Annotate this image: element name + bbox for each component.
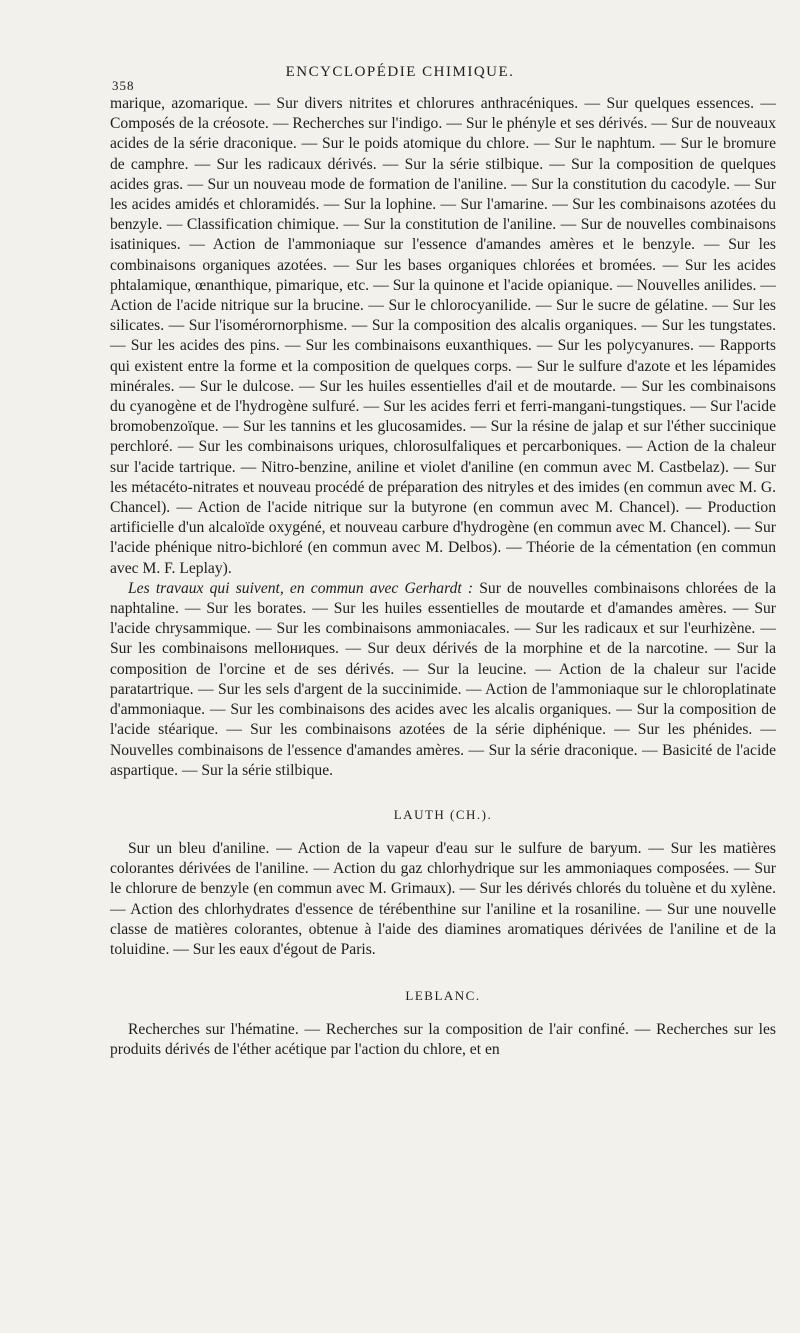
gerhardt-works-text: Sur de nouvelles combinaisons chlorées de la naphtaline. — Sur les borates. — Sur les huiles essentielles de moutarde et d'amandes amères. — Sur l'acide chrysammique. — Sur les combinaisons ammoniacales. — Sur les radicaux et sur l'eurhizène. — Sur les combinaisons mellониques. — Sur deux dérivés de la morphine et de la narcotine. — Sur la composition de l'orcine et de ses dérivés. — Sur la leucine. — Action de la chaleur sur l'acide paratartrique. — Sur les sels d'argent de la succinimide. — Action de l'ammoniaque sur le chloroplatinate d'ammoniaque. — Sur les combinaisons des acides avec les alcalis organiques. — Sur la composition de l'acide stéarique. — Sur les combinaisons azotées de la série diphénique. — Sur les phénides. — Nouvelles combinaisons de l'essence d'amandes amères. — Sur la série draconique. — Basicité de l'acide aspartique. — Sur la série stilbique. [110, 579, 776, 779]
gerhardt-collaborations-paragraph [110, 579, 776, 781]
lauth-works-paragraph: Sur un bleu d'aniline. — Action de la vapeur d'eau sur le sulfure de baryum. — Sur les matières colorantes dérivées de l'aniline. — Action du gaz chlorhydrique sur les ammoniaques composées. — Sur le chlorure de benzyle (en commun avec M. Grimaux). — Sur les dérivés chlorés du toluène et du xylène. — Action des chlorhydrates d'essence de térébenthine sur l'aniline et la rosaniline. — Sur une nouvelle classe de matières colorantes, obtenue à l'aide des diamines aromatiques dérivées de l'aniline et de la toluidine. — Sur les eaux d'égout de Paris. [110, 839, 776, 958]
publication-list-paragraph: marique, azomarique. — Sur divers nitrites et chlorures anthracéniques. — Sur quelques essences. — Composés de la créosote. — Recherches sur l'indigo. — Sur le phényle et ses dérivés. — Sur de nouveaux acides de la série draconique. — Sur le poids atomique du chlore. — Sur le naphtum. — Sur le bromure de camphre. — Sur les radicaux dérivés. — Sur la série stilbique. — Sur la composition de quelques acides gras. — Sur un nouveau mode de formation de l'aniline. — Sur la constitution du cacodyle. — Sur les acides amidés et chloramidés. — Sur la lophine. — Sur l'amarine. — Sur les combinaisons azotées du benzyle. — Classification chimique. — Sur la constitution de l'aniline. — Sur de nouvelles combinaisons isatiniques. — Action de l'ammoniaque sur l'essence d'amandes amères et le benzyle. — Sur les combinaisons organiques azotées. — Sur les bases organiques chlorées et bromées. — Sur les acides phtalamique, œnanthique, pimarique, etc. — Sur la quinone et l'acide opianique. — Nouvelles anilides. — Action de l'acide nitrique sur la brucine. — Sur le chlorocyanilide. — Sur le sucre de gélatine. — Sur les silicates. — Sur l'isomérornorphisme. — Sur la composition des alcalis organiques. — Sur les tungstates. — Sur les acides des pins. — Sur les combinaisons euxanthiques. — Sur les polycyanures. — Rapports qui existent entre la forme et la composition de quelques corps. — Sur le sulfure d'azote et les lépamides minérales. — Sur le dulcose. — Sur les huiles essentielles d'ail et de moutarde. — Sur les combinaisons du cyanogène et de l'hydrogène sulfuré. — Sur les acides ferri et ferri-mangani-tungstiques. — Sur l'acide bromobenzoïque. — Sur les tannins et les glucosamides. — Sur la résine de jalap et sur l'éther succinique perchloré. — Sur les combinaisons uriques, chlorosulfaliques et percarboniques. — Action de la chaleur sur l'acide tartrique. — Nitro-benzine, aniline et violet d'aniline (en commun avec M. Castbelaz). — Sur les métacéto-nitrates et nouveau procédé de préparation des nitryles et des imides (en commun avec M. G. Chancel). — Action de l'acide nitrique sur la butyrone (en commun avec M. Chancel). — Production artificielle d'un alcaloïde oxygéné, et nouveau carbure d'hydrogène (en commun avec M. Chancel). — Sur l'acide phénique nitro-bichloré (en commun avec M. Delbos). — Théorie de la cémentation (en commun avec M. F. Leplay). [110, 95, 776, 577]
leblanc-works-paragraph: Recherches sur l'hématine. — Recherches sur la composition de l'air confiné. — Recherches sur les produits dérivés de l'éther acétique par l'action du chlore, et en [110, 1021, 776, 1059]
page-content [110, 94, 776, 1061]
page-number: 358 [112, 78, 135, 93]
gerhardt-lead-italic: Les travaux qui suivent, en commun avec Gerhardt : [128, 579, 474, 597]
running-title: ENCYCLOPÉDIE CHIMIQUE. [285, 64, 515, 80]
section-heading-leblanc: LEBLANC. [405, 988, 481, 1004]
section-heading-lauth: LAUTH (CH.). [393, 806, 493, 822]
